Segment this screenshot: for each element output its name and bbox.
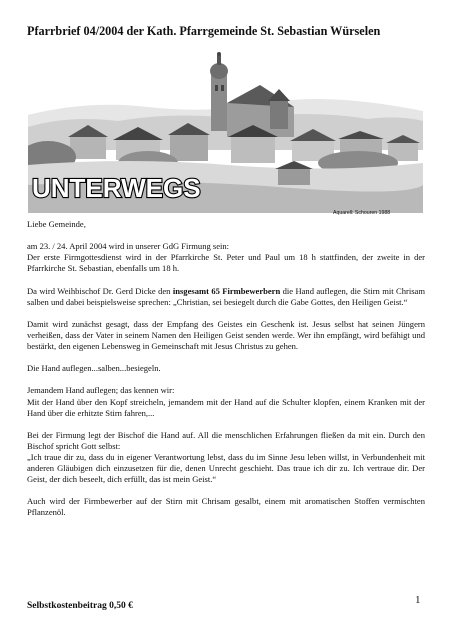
paragraph-bishop-bold: insgesamt 65 Firmbewerbern xyxy=(172,285,281,296)
newsletter-title: Pfarrbrief 04/2004 der Kath. Pfarrgemeinde St. Sebastian Würselen xyxy=(27,24,381,38)
paragraph-hand-salben: Die Hand auflegen...salben...besiegeln. xyxy=(27,363,161,374)
image-caption: Aquarell: Schouren 1988 xyxy=(333,210,391,216)
paragraph-gift: Damit wird zunächst gesagt, dass der Empfang des Geistes ein Geschenk ist. Jesus selbst hat seinen Jüngern verheißen, dass der Vater in seinem Namen den Heiligen Geist senden werde. Wer ihn empfängt, wird befähigt und bestärkt, den eigenen Lebensweg in Gemeinschaft mit Jesus Christus zu gehen. xyxy=(27,318,425,352)
church-landscape-image xyxy=(28,45,423,213)
paragraph-hand-auflegen: Jemandem Hand auflegen; das kennen wir: Mit der Hand über den Kopf streicheln, jemandem mit der Hand auf die Schulter klopfen, einem Kranken mit der Hand über die erhitzte Stirn fahren,... xyxy=(27,385,425,418)
paragraph-chrisam: Auch wird der Firmbewerber auf der Stirn mit Chrisam gesalbt, einem mit aromatischen Stoffen vermischten Pflanzenöl. xyxy=(27,496,425,518)
price-label: Selbstkostenbeitrag 0,50 € xyxy=(27,601,133,611)
page-number: 1 xyxy=(415,594,421,606)
paragraph-bishop xyxy=(27,286,425,308)
greeting: Liebe Gemeinde, xyxy=(27,219,86,229)
paragraph-bishop-text-b: die Hand auflegen, die Stirn mit Chrisam salben und dabei beispielsweise sprechen: „Christian, sei besiegelt durch die Gabe Gottes, den Heiligen Geist.“ xyxy=(27,285,425,307)
banner-text: UNTERWEGS xyxy=(32,173,201,203)
paragraph-bishop-text-a: Da wird Weihbischof Dr. Gerd Dicke den xyxy=(27,285,173,296)
newsletter-body xyxy=(27,219,425,530)
watercolor-illustration xyxy=(28,45,423,213)
paragraph-firmung-date: am 23. / 24. April 2004 wird in unserer GdG Firmung sein: Der erste Firmgottesdienst wird in der Pfarrkirche St. Peter und Paul um 18 h stattfinden, der zweite in der Pfarrkirche St. Sebastian, ebenfalls um 18 h. xyxy=(27,241,425,274)
paragraph-bischof-spricht: Bei der Firmung legt der Bischof die Hand auf. All die menschlichen Erfahrungen fließen da mit ein. Durch den Bischof spricht Gott selbst: „Ich traue dir zu, dass du in eigener Verantwortung lebst, dass du im Sinne Jesu leben willst, in Verbundenheit mit anderen Gläubigen dich einzusetzen für die, denen Unrecht geschieht. Das traue ich dir zu. Ich vertraue dir. Der Geist, der dich beseelt, dich erfüllt, das ist mein Geist.“ xyxy=(27,429,425,485)
